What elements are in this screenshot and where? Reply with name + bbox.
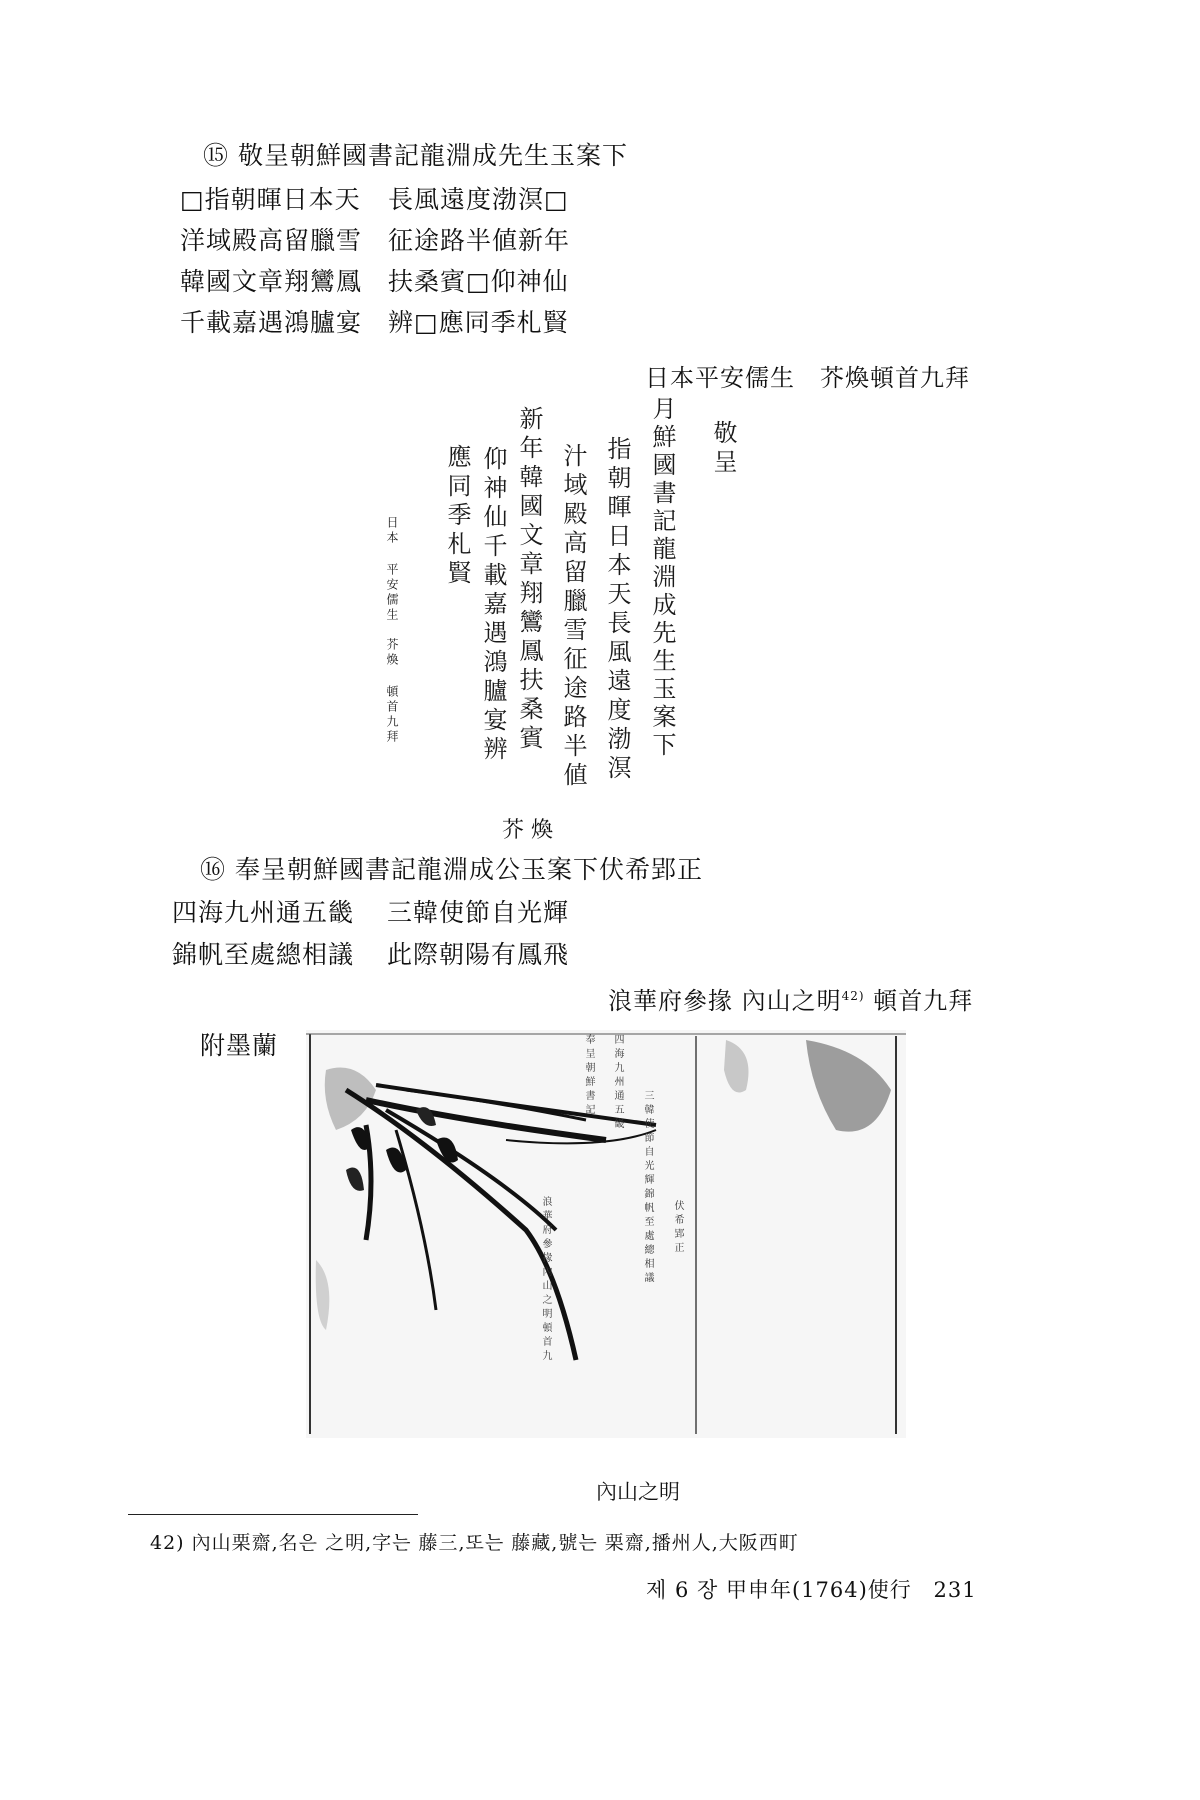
footnote (150, 1528, 799, 1555)
poem15-line-3a: 韓國文章翔鸞鳳 (180, 267, 363, 296)
footnote-rule (128, 1514, 418, 1515)
panel-text-col-5: 伏希郢正 (672, 1200, 683, 1256)
poem15-line-2a: 洋域殿高留臘雪 (180, 226, 363, 255)
poem15-line-2b: 征途路半値新年 (388, 226, 571, 255)
manuscript-col-4: 仰神仙千載嘉遇鴻臚宴辨 (479, 446, 507, 765)
poem16-heading: ⑯ 奉呈朝鮮國書記龍淵成公玉案下伏希郢正 (200, 855, 703, 884)
manuscript-col-5: 應同季札賢 (443, 444, 471, 589)
poem15-line-4a: 千載嘉遇鴻臚宴 (180, 308, 363, 337)
poem16-line-1a: 四海九州通五畿 (172, 898, 355, 927)
footnote-number: 42) (150, 1532, 185, 1554)
manuscript-signature-col: 日本 平安儒生 芥煥 頓首九拜 (385, 516, 399, 745)
manuscript-col-1: 指朝暉日本天長風遠度渤溟 (603, 436, 631, 784)
poem16-line-2a: 錦帆至處總相議 (172, 940, 355, 969)
manuscript-respect: 敬呈 (709, 420, 737, 478)
manuscript-col-3: 新年韓國文章翔鸞鳳扶桑賓 (515, 406, 543, 754)
manuscript-caption: 芥 煥 (502, 818, 553, 843)
ink-orchid-drawing (306, 1030, 906, 1438)
poem16-signature-name: 浪華府參掾 內山之明 (608, 987, 842, 1015)
poem15-heading: ⑮ 敬呈朝鮮國書記龍淵成先生玉案下 (203, 141, 628, 170)
poem15-signature: 日本平安儒生 芥煥頓首九拜 (645, 364, 970, 392)
page-number: 231 (933, 1578, 977, 1602)
poem16-signature (608, 981, 973, 1016)
image-caption: 內山之明 (596, 1480, 680, 1504)
panel-text-col-1: 奉呈朝鮮書記 (583, 1034, 594, 1118)
manuscript-heading-col: 月鮮國書記龍淵成先生玉案下 (648, 396, 676, 760)
poem15-line-1a: □指朝暉日本天 (180, 185, 361, 214)
footnote-ref: 42) (841, 989, 865, 1003)
footnote-text: 內山栗齋,名은 之明,字는 藤三,또는 藤藏,號는 栗齋,播州人,大阪西町 (191, 1532, 799, 1554)
ink-orchid-image (306, 1030, 906, 1438)
panel-text-col-4: 浪華府參掾內山之明頓首九 (540, 1196, 551, 1364)
manuscript-col-2: 汁域殿高留臘雪征途路半値 (559, 443, 587, 791)
chapter-title: 제 6 장 甲申年(1764)使行 (646, 1578, 912, 1602)
poem15-line-4b: 辨□應同季札賢 (388, 308, 569, 337)
panel-text-col-3: 三韓使節自光輝錦帆至處總相議 (642, 1090, 653, 1286)
panel-text-col-2: 四海九州通五畿 (612, 1034, 623, 1132)
poem16-line-1b: 三韓使節自光輝 (387, 898, 570, 927)
poem15-line-1b: 長風遠度渤溟□ (388, 185, 569, 214)
poem16-line-2b: 此際朝陽有鳳飛 (387, 940, 570, 969)
poem15-line-3b: 扶桑賓□仰神仙 (388, 267, 569, 296)
poem16-signature-tail: 頓首九拜 (873, 987, 974, 1015)
attachment-label: 附墨蘭 (200, 1031, 279, 1060)
running-footer (646, 1574, 977, 1604)
